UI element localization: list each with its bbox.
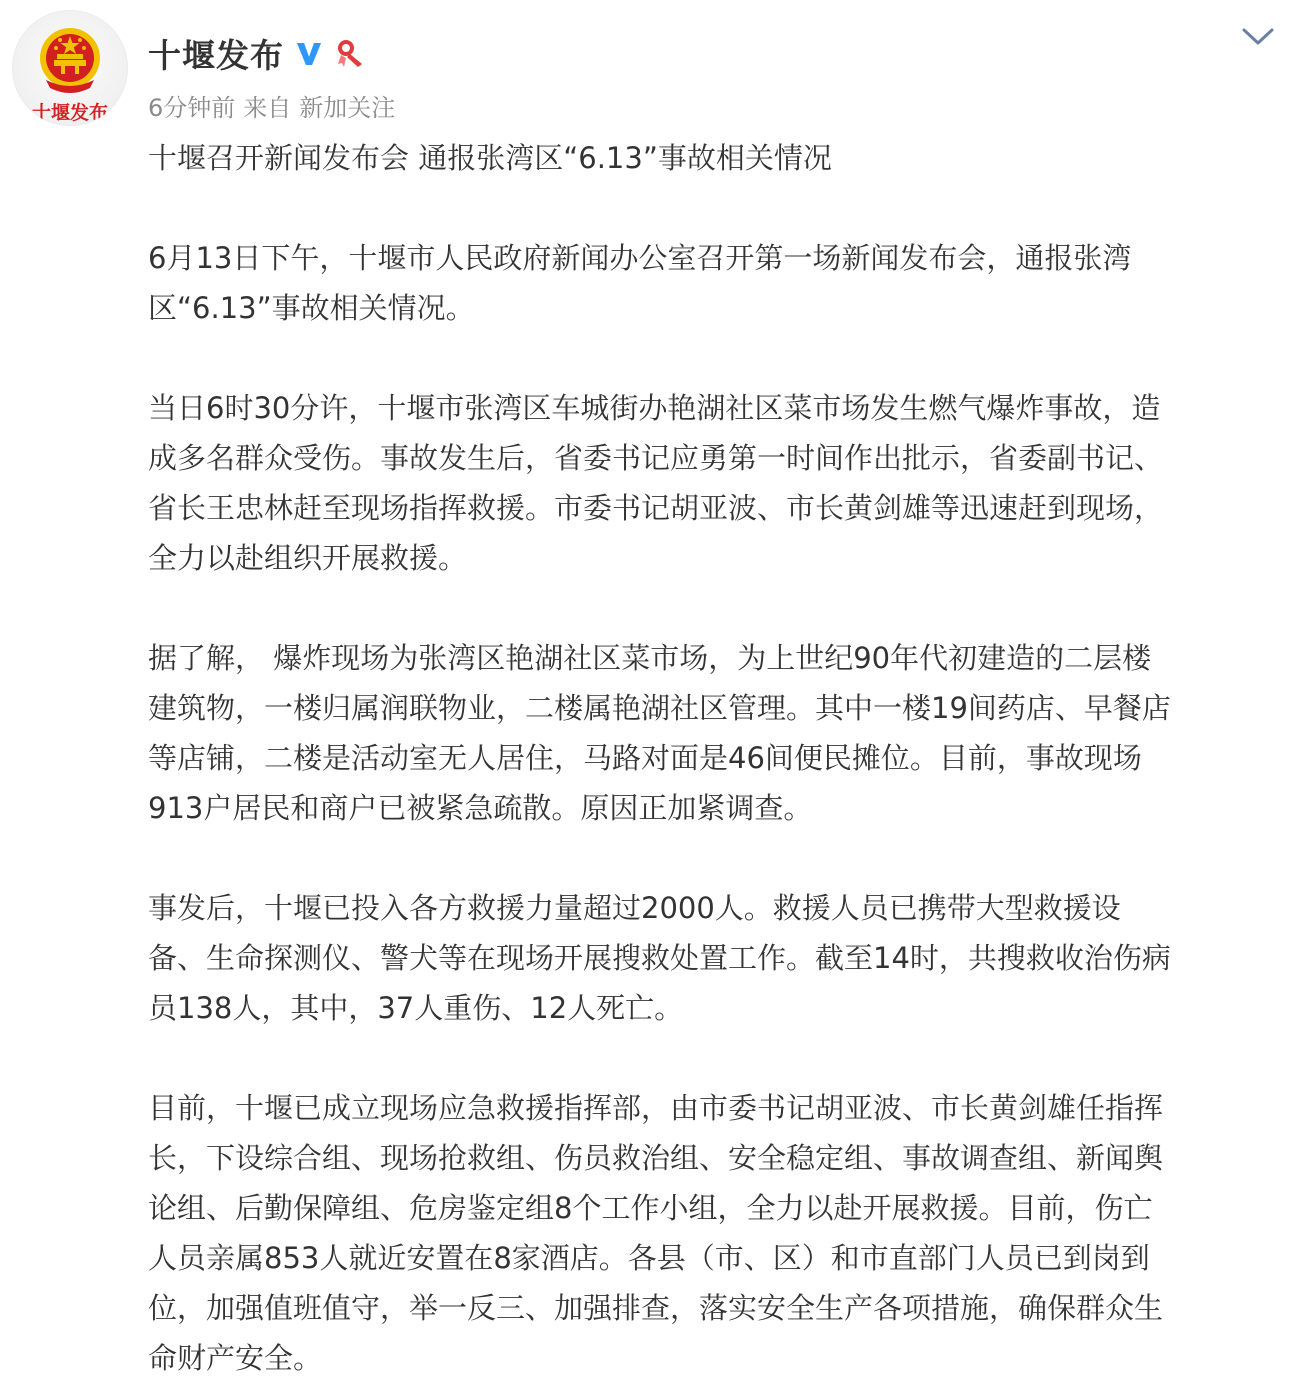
red-badge-icon[interactable] (332, 36, 366, 70)
post-paragraph: 据了解， 爆炸现场为张湾区艳湖社区菜市场，为上世纪90年代初建造的二层楼 建筑物，一楼归属润联物业，二楼属艳湖社区管理。其中一楼19间药店、早餐店 等店铺，二楼是活动室无人居住，马路对面是46间便民摊位。目前，事故现场 913户居民和商户已被紧急疏散。原因正加紧调查。 (148, 641, 1171, 825)
post-title: 十堰召开新闻发布会 通报张湾区“6.13”事故相关情况 (148, 141, 832, 175)
post-content (148, 133, 1278, 1392)
post-paragraph: 当日6时30分许，十堰市张湾区车城街办艳湖社区菜市场发生燃气爆炸事故，造 成多名群众受伤。事故发生后，省委书记应勇第一时间作出批示，省委副书记、 省长王忠林赶至现场指挥救援。市委书记胡亚波、市长黄剑雄等迅速赶到现场， 全力以赴组织开展救援。 (148, 391, 1164, 575)
post-meta (148, 88, 403, 123)
source-prefix: 来自 (243, 94, 292, 122)
chevron-down-icon[interactable] (1238, 22, 1278, 52)
post-time[interactable]: 6分钟前 (148, 94, 236, 122)
verified-v-icon[interactable] (294, 38, 324, 68)
avatar-label: 十堰发布 (31, 102, 108, 124)
account-name[interactable]: 十堰发布 (148, 35, 284, 75)
user-row (148, 30, 366, 76)
post-paragraph: 事发后，十堰已投入各方救援力量超过2000人。救援人员已携带大型救援设 备、生命探测仪、警犬等在现场开展搜救处置工作。截至14时，共搜救收治伤病 员138人，其中，37人重伤、12人死亡。 (148, 891, 1171, 1025)
account-avatar[interactable] (12, 10, 128, 126)
post-paragraph: 6月13日下午，十堰市人民政府新闻办公室召开第一场新闻发布会，通报张湾 区“6.13”事故相关情况。 (148, 241, 1132, 325)
post-paragraph: 目前，十堰已成立现场应急救援指挥部，由市委书记胡亚波、市长黄剑雄任指挥 长，下设综合组、现场抢救组、伤员救治组、安全稳定组、事故调查组、新闻舆 论组、后勤保障组、危房鉴定组8个工作小组，全力以赴开展救援。目前，伤亡 人员亲属853人就近安置在8家酒店。各县（市、区）和市直部门人员已到岗到 位，加强值班值守，举一反三、加强排查，落实安全生产各项措施，确保群众生 命财产安全。 (148, 1091, 1164, 1375)
post-source[interactable]: 新加关注 (299, 94, 396, 122)
